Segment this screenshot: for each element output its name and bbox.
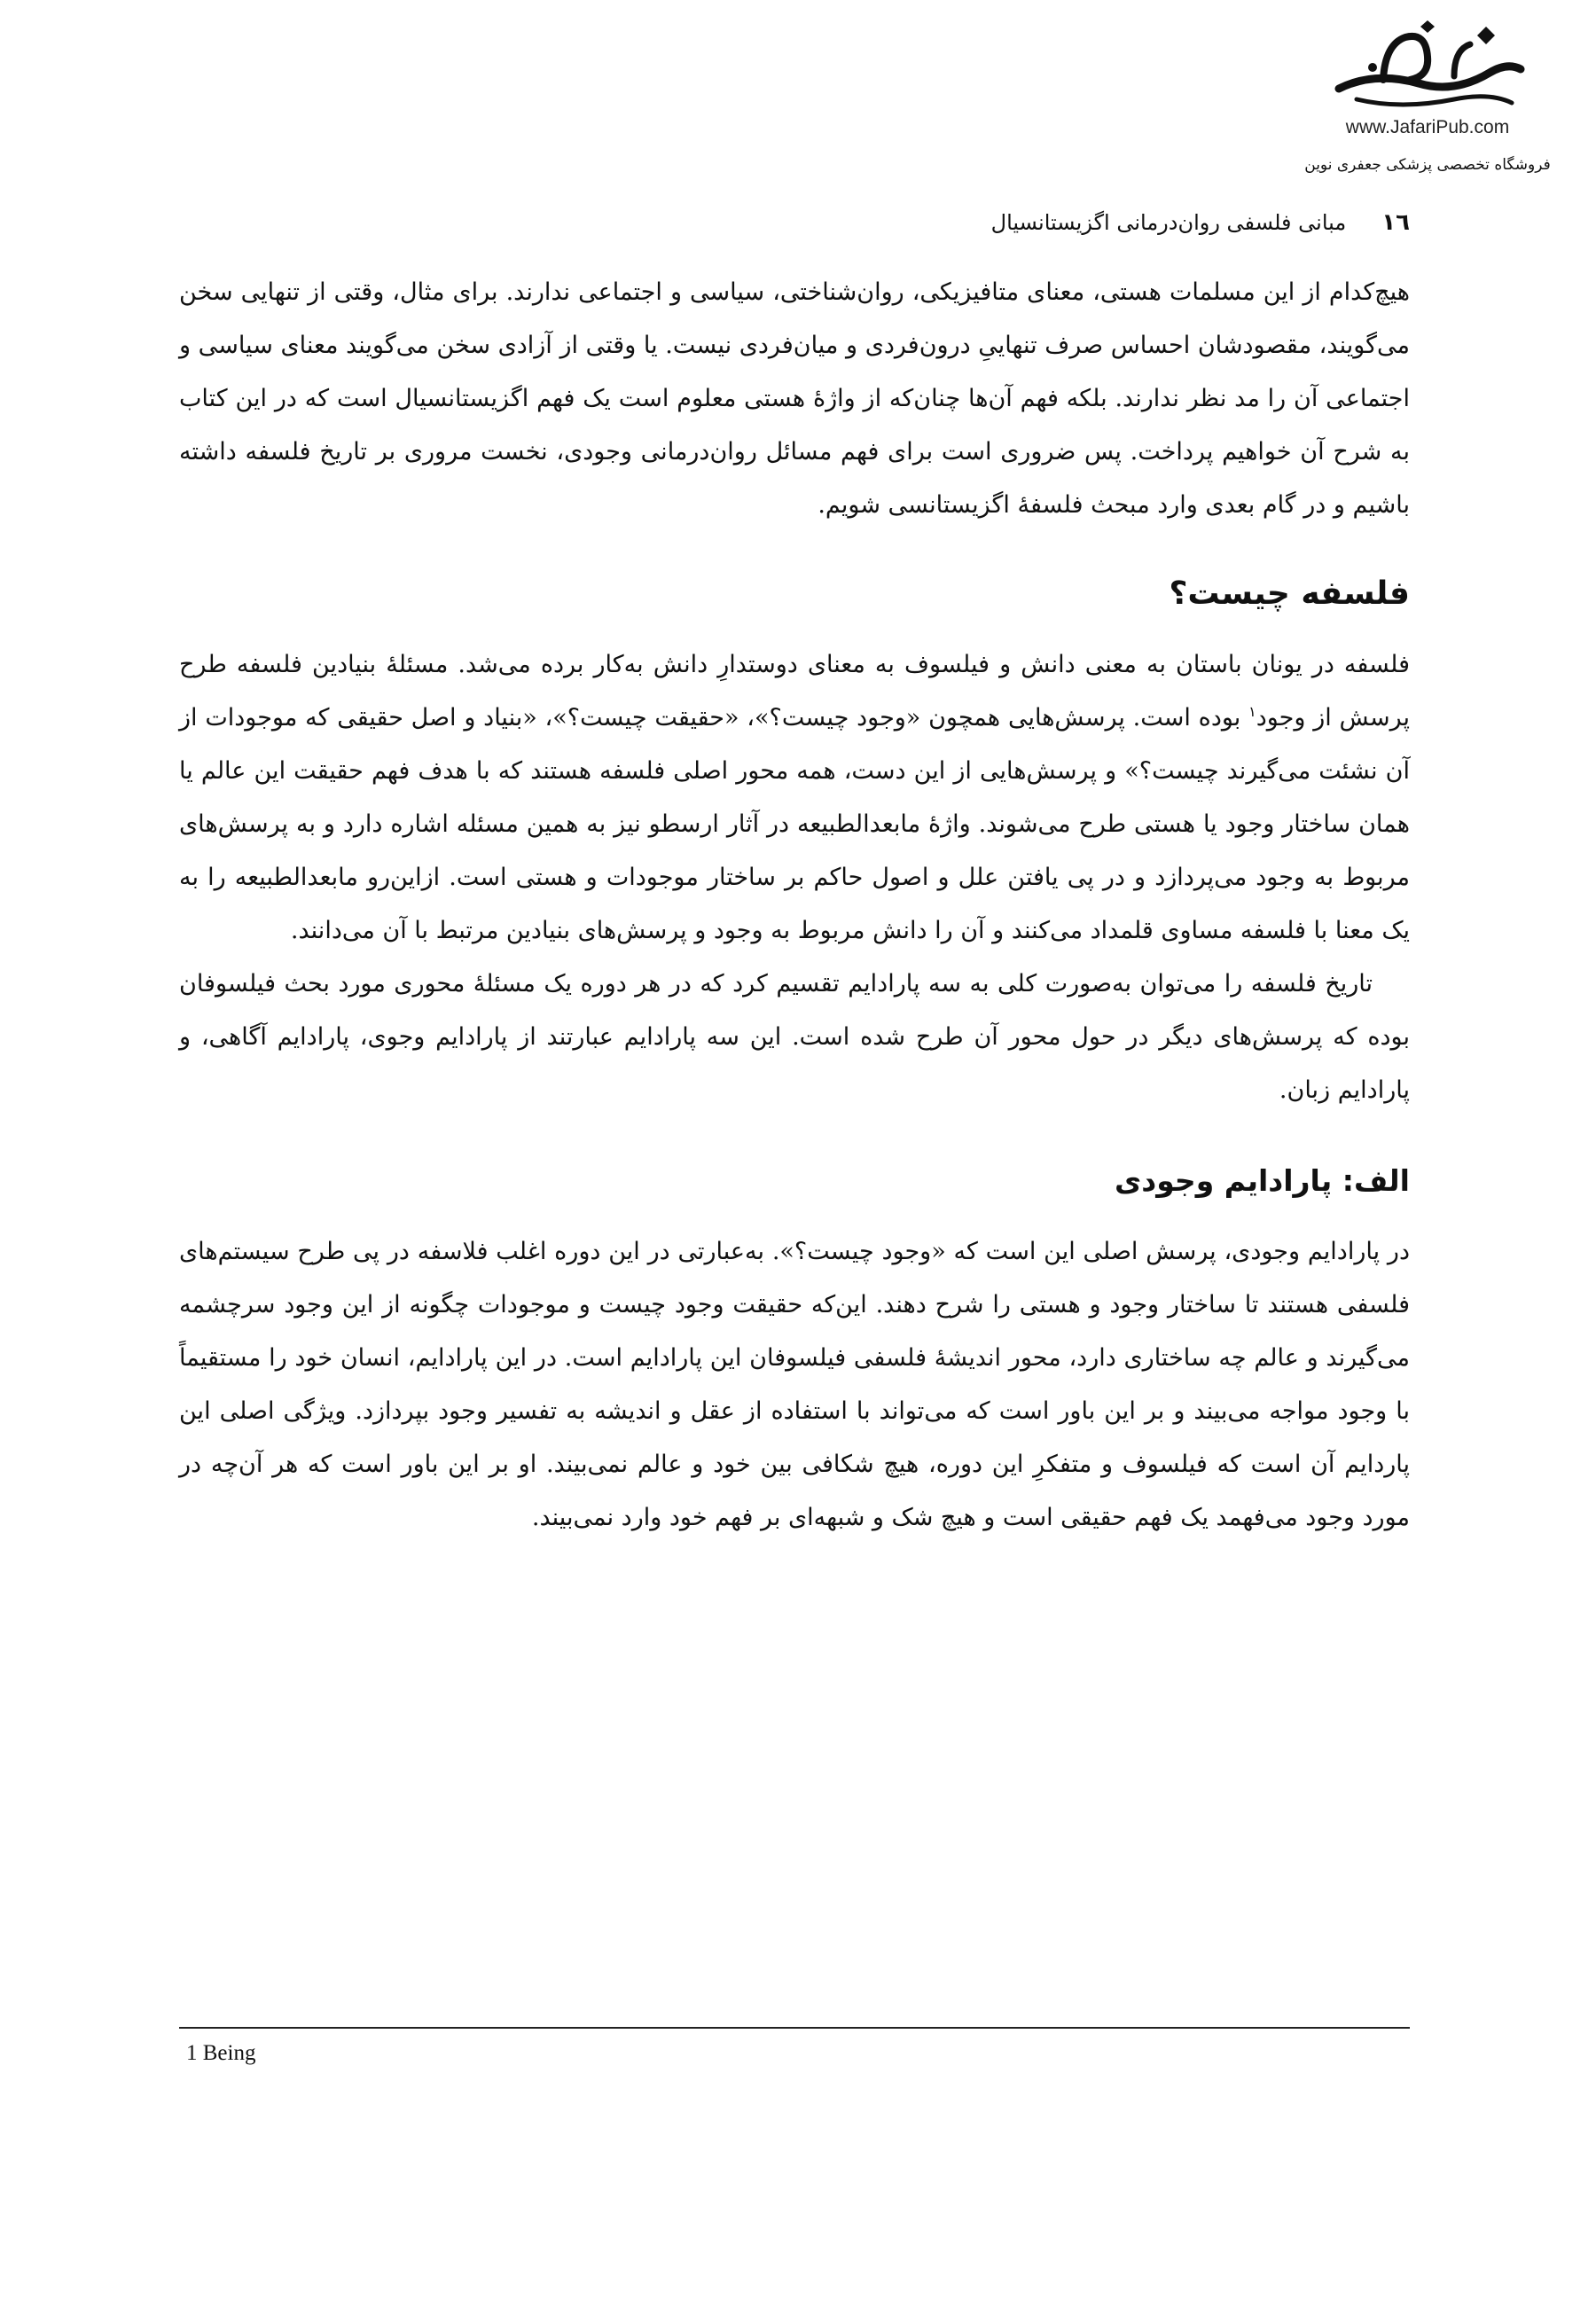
subsection-heading: الف: پارادایم وجودی [1115,1163,1410,1198]
footnote-reference[interactable]: ١ [1248,703,1256,720]
page-number: ١٦ [1381,209,1410,236]
publisher-url[interactable]: www.JafariPub.com [1345,117,1510,137]
paragraph-text: بوده است. پرسش‌هایی همچون «وجود چیست؟»، «حقیقت چیست؟»، «بنیاد و اصل حقیقی که موجودات از آن نشئت می‌گیرند چیست؟» و پرسش‌هایی از این دست، همه محور اصلی فلسفه هستند که با هدف فهم حقیقت این عالم یا همان ساختار وجود یا هستی طرح می‌شوند. واژهٔ مابعدالطبیعه در آثار ارسطو نیز به همین مسئله اشاره دارد و به پرسش‌های مربوط به وجود می‌پردازد و در پی یافتن علل و اصول حاکم بر ساختار موجودات و هستی است. ازاین‌رو مابعدالطبیعه را به یک معنا با فلسفه مساوی قلمداد می‌کنند و آن را دانش مربوط به وجود و پرسش‌های بنیادین مرتبط با آن می‌دانند. [179,704,1410,944]
section-heading: فلسفه چیست؟ [1169,575,1410,612]
publisher-logo [1286,18,1569,174]
subsection-paragraph-1: در پارادایم وجودی، پرسش اصلی این است که «وجود چیست؟». به‌عبارتی در این دوره اغلب فلاسفه در پی طرح سیستم‌های فلسفی هستند تا ساختار وجود و هستی را شرح دهند. این‌که حقیقت وجود چیست و موجودات چگونه از این وجود سرچشمه می‌گیرند و عالم چه ساختاری دارد، محور اندیشهٔ فلسفی فیلسوفان این پارادایم است. در این پارادایم، انسان خود را مستقیماً با وجود مواجه می‌بیند و بر این باور است که می‌تواند با استفاده از عقل و اندیشه به تفسیر وجود بپردازد. ویژگی اصلی این پاردایم آن است که فیلسوف و متفکرِ این دوره، هیچ شکافی بین خود و عالم نمی‌بیند. او بر این باور است که هر آن‌چه در مورد وجود می‌فهمد یک فهم حقیقی است و هیچ شک و شبهه‌ای بر فهم خود وارد نمی‌بیند. [179,1238,1410,1531]
section-paragraph-2: تاریخ فلسفه را می‌توان به‌صورت کلی به سه پارادایم تقسیم کرد که در هر دوره یک مسئلهٔ محوری مورد بحث فیلسوفان بوده که پرسش‌های دیگر در حول محور آن طرح شده است. این سه پارادایم عبارتند از پارادایم وجوی، پارادایم آگاهی، و پارادایم زبان. [179,970,1410,1104]
running-header [186,209,1410,236]
publisher-store-name: فروشگاه تخصصی پزشکی جعفری نوین [1304,156,1551,174]
footnote-divider [179,2027,1410,2029]
intro-paragraph: هیچ‌کدام از این مسلمات هستی، معنای متافیزیکی، روان‌شناختی، سیاسی و اجتماعی ندارند. برای مثال، وقتی از تنهایی سخن می‌گویند، مقصودشان احساس صرف تنهاییِ درون‌فردی و میان‌فردی نیست. یا وقتی از آزادی سخن می‌گویند معنای سیاسی و اجتماعی آن را مد نظر ندارند. بلکه فهم آن‌ها چنان‌که از واژهٔ هستی معلوم است یک فهم اگزیستانسیال است که در این کتاب به شرح آن خواهیم پرداخت. پس ضروری است برای فهم مسائل روان‌درمانی وجودی، نخست مروری بر تاریخ فلسفه داشته باشیم و در گام بعدی وارد مبحث فلسفهٔ اگزیستانسی شویم. [179,278,1410,519]
footnote-text: 1 Being [186,2041,256,2065]
paragraph-text: فلسفه در یونان باستان به معنی دانش و فیلسوف به معنای دوستدارِ دانش به‌کار برده می‌شد. مسئلهٔ بنیادین فلسفه طرح پرسش از وجود [179,651,1410,731]
page-body [179,266,1410,1545]
book-title: مبانی فلسفی روان‌درمانی اگزیستانسیال [990,210,1347,235]
jafari-calligraphy-logo-icon [1321,18,1534,115]
section-paragraph-1 [179,638,1410,958]
